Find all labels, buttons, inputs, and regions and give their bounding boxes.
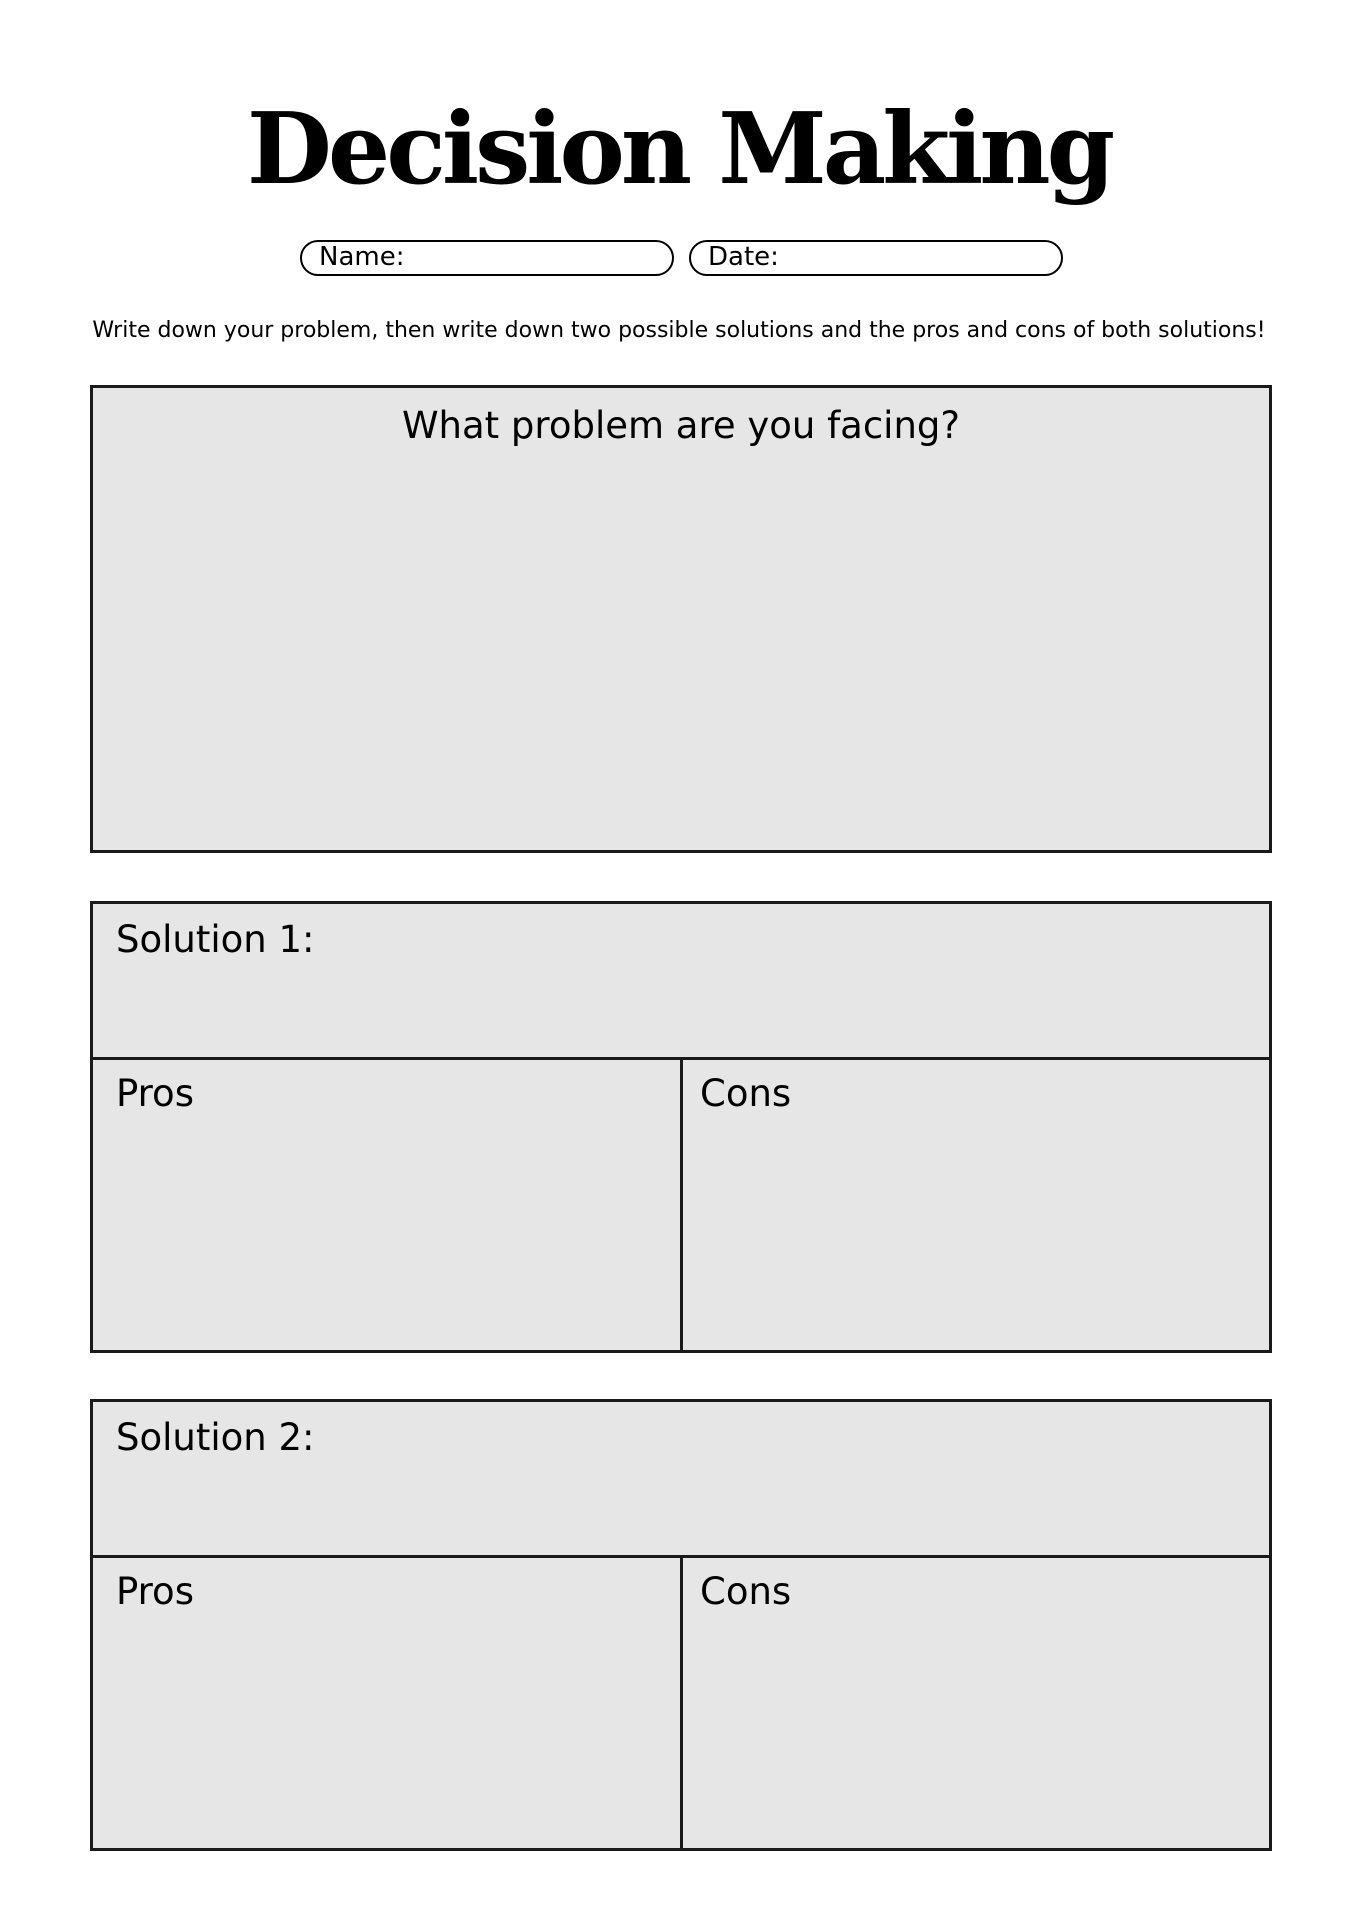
solution-1-cons-label: Cons: [700, 1072, 792, 1115]
instructions-text: Write down your problem, then write down two possible solutions and the pros and cons of both solutions!: [92, 318, 1266, 343]
page-title: Decision Making: [246, 92, 1112, 207]
solution-2-cons-label: Cons: [700, 1570, 792, 1613]
solution-1-pros-label: Pros: [116, 1072, 194, 1115]
problem-heading: What problem are you facing?: [401, 404, 961, 447]
problem-box[interactable]: [90, 385, 1272, 853]
solution-1-label: Solution 1:: [116, 918, 315, 961]
solution-2-section: [90, 1399, 1272, 1851]
name-field[interactable]: [300, 240, 674, 276]
solution-2-box[interactable]: [93, 1402, 1269, 1558]
name-field-label: Name:: [319, 242, 405, 272]
solution-2-label: Solution 2:: [116, 1416, 315, 1459]
solution-2-pros-label: Pros: [116, 1570, 194, 1613]
solution-2-cons-box[interactable]: [683, 1558, 1269, 1848]
solution-1-box[interactable]: [93, 904, 1269, 1060]
solution-2-pros-box[interactable]: [93, 1558, 683, 1848]
solution-1-section: [90, 901, 1272, 1353]
solution-1-cons-box[interactable]: [683, 1060, 1269, 1350]
date-field-label: Date:: [708, 242, 779, 272]
solution-1-pros-box[interactable]: [93, 1060, 683, 1350]
date-field[interactable]: [689, 240, 1063, 276]
